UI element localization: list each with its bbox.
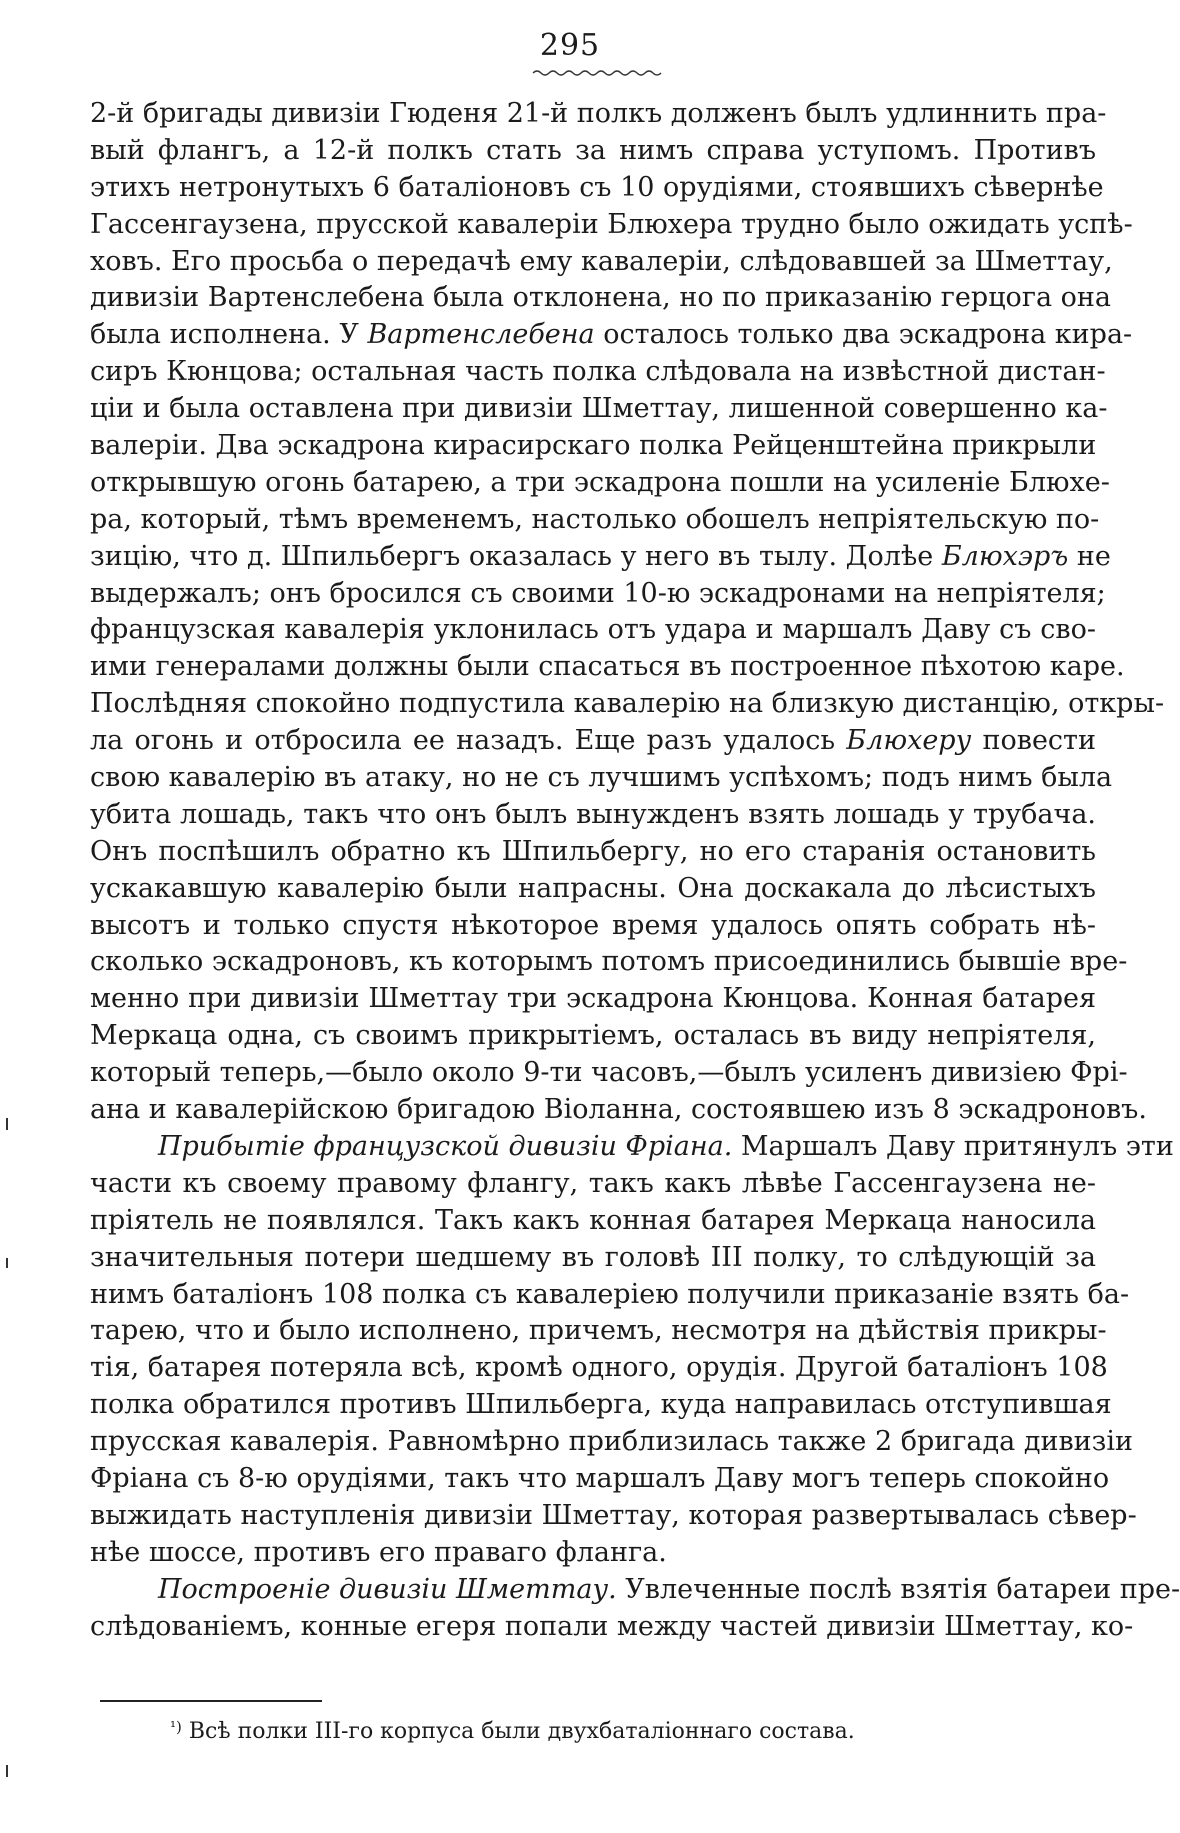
text-run: повести bbox=[971, 725, 1096, 757]
text-line bbox=[90, 1535, 1096, 1572]
text-run: слѣдованіемъ, конные егеря попали между частей дивизіи Шметтау, ко- bbox=[90, 1610, 1134, 1642]
footnote bbox=[170, 1712, 855, 1747]
text-run: ла огонь и отбросила ее назадъ. Еще разъ удалось bbox=[90, 725, 847, 757]
footnote-text: Всѣ полки III-го корпуса были двухбаталіоннаго состава. bbox=[181, 1719, 855, 1744]
text-line bbox=[90, 391, 1108, 428]
text-line bbox=[90, 908, 1096, 945]
text-run: 2-й бригады дивизіи Гюденя 21-й полкъ долженъ былъ удлиннить пра- bbox=[90, 98, 1107, 129]
text-line bbox=[90, 539, 1111, 576]
text-line bbox=[90, 1018, 1096, 1055]
text-run: убита лошадь, такъ что онъ былъ вынужденъ взять лошадь у трубача. bbox=[90, 798, 1096, 830]
text-line bbox=[90, 1240, 1096, 1277]
text-run: высотъ и только спустя нѣкоторое время удалось опять собрать нѣ- bbox=[90, 909, 1096, 941]
footnote-marker: ¹) bbox=[170, 1718, 182, 1736]
scan-edge-mark bbox=[6, 1258, 8, 1268]
text-line bbox=[90, 686, 1165, 723]
page-number-ornament bbox=[533, 68, 663, 78]
text-line bbox=[90, 723, 1096, 760]
text-run: тарею, что и было исполнено, причемъ, несмотря на дѣйствія прикры- bbox=[90, 1315, 1107, 1347]
text-line bbox=[90, 797, 1096, 834]
text-line bbox=[90, 354, 1106, 391]
text-line bbox=[90, 133, 1096, 170]
text-line bbox=[90, 1277, 1130, 1314]
text-run: менно при дивизіи Шметтау три эскадрона Кюнцова. Конная батарея bbox=[90, 983, 1096, 1015]
text-line bbox=[90, 1609, 1134, 1646]
text-line bbox=[90, 502, 1100, 539]
text-run: ціи и была оставлена при дивизіи Шметтау, лишенной совершенно ка- bbox=[90, 393, 1108, 425]
text-line bbox=[90, 1166, 1096, 1203]
scan-edge-mark bbox=[6, 1118, 8, 1130]
text-run: ра, который, тѣмъ временемъ, настолько обошелъ непріятельскую по- bbox=[90, 503, 1100, 535]
text-run: ана и кавалерійскою бригадою Віоланна, состоявшею изъ 8 эскадроновъ. bbox=[90, 1094, 1147, 1126]
italic-text: Прибытіе французской дивизіи Фріана. bbox=[158, 1130, 733, 1162]
text-line bbox=[90, 1387, 1112, 1424]
text-run: части къ своему правому флангу, такъ какъ лѣвѣе Гассенгаузена не- bbox=[90, 1167, 1096, 1199]
text-run: этихъ нетронутыхъ 6 баталіоновъ съ 10 орудіями, стоявшихъ сѣвернѣе bbox=[90, 171, 1104, 203]
text-run: Гассенгаузена, прусской кавалеріи Блюхера трудно было ожидать успѣ- bbox=[90, 208, 1133, 240]
text-line bbox=[90, 1092, 1147, 1129]
text-run: вый флангъ, а 12-й полкъ стать за нимъ справа уступомъ. Противъ bbox=[90, 134, 1096, 166]
text-run: осталось только два эскадрона кира- bbox=[594, 319, 1133, 351]
text-line bbox=[90, 944, 1128, 981]
text-run: свою кавалерію въ атаку, но не съ лучшимъ успѣхомъ; подъ нимъ была bbox=[90, 762, 1113, 794]
text-line bbox=[90, 1498, 1137, 1535]
text-run: сиръ Кюнцова; остальная часть полка слѣдовала на извѣстной дистан- bbox=[90, 356, 1106, 388]
text-line bbox=[90, 170, 1104, 207]
text-line bbox=[90, 1461, 1110, 1498]
text-line bbox=[90, 244, 1113, 281]
scan-edge-mark bbox=[6, 1765, 8, 1777]
text-line bbox=[90, 612, 1096, 649]
text-run: ховъ. Его просьба о передачѣ ему кавалеріи, слѣдовавшей за Шметтау, bbox=[90, 245, 1113, 277]
text-run: пріятель не появлялся. Такъ какъ конная батарея Меркаца наносила bbox=[90, 1204, 1096, 1236]
text-run: ими генералами должны были спасаться въ построенное пѣхотою каре. bbox=[90, 651, 1125, 683]
text-run: Онъ поспѣшилъ обратно къ Шпильбергу, но его старанія остановить bbox=[90, 835, 1096, 867]
text-run: который теперь,—было около 9-ти часовъ,—былъ усиленъ дивизіею Фрі- bbox=[90, 1057, 1128, 1089]
text-run: полка обратился противъ Шпильберга, куда направилась отступившая bbox=[90, 1389, 1112, 1421]
italic-text: Блюхэръ bbox=[941, 540, 1069, 572]
text-line bbox=[90, 317, 1133, 354]
text-run: тія, батарея потеряла всѣ, кромѣ одного, орудія. Другой баталіонъ 108 bbox=[90, 1352, 1108, 1384]
page-number: 295 bbox=[539, 28, 601, 63]
text-run: выдержалъ; онъ бросился съ своими 10-ю эскадронами на непріятеля; bbox=[90, 577, 1106, 609]
text-line bbox=[90, 1203, 1096, 1240]
text-run: открывшую огонь батарею, а три эскадрона пошли на усиленіе Блюхе- bbox=[90, 466, 1110, 498]
text-line bbox=[90, 465, 1110, 502]
text-run: Маршалъ Даву притянулъ эти bbox=[732, 1130, 1174, 1162]
italic-text: Блюхеру bbox=[846, 725, 972, 757]
text-line bbox=[90, 1313, 1107, 1350]
text-run: прусская кавалерія. Равномѣрно приблизилась также 2 бригада дивизіи bbox=[90, 1426, 1134, 1458]
text-run: сколько эскадроновъ, къ которымъ потомъ присоединились бывшіе вре- bbox=[90, 946, 1128, 978]
text-run: зицію, что д. Шпильбергъ оказалась у него въ тылу. Долѣе bbox=[90, 540, 942, 572]
text-line bbox=[90, 207, 1133, 244]
text-run: нѣе шоссе, противъ его праваго фланга. bbox=[90, 1536, 667, 1568]
text-run: дивизіи Вартенслебена была отклонена, но по приказанію герцога она bbox=[90, 282, 1111, 314]
text-run: не bbox=[1068, 540, 1111, 572]
body-text bbox=[90, 96, 1180, 1645]
text-line bbox=[90, 871, 1096, 908]
text-line bbox=[90, 1424, 1134, 1461]
text-run: французская кавалерія уклонилась отъ удара и маршалъ Даву съ сво- bbox=[90, 614, 1096, 646]
italic-text: Вартенслебена bbox=[367, 319, 595, 351]
text-line bbox=[90, 576, 1106, 613]
text-line bbox=[90, 1129, 1174, 1166]
text-run: ускакавшую кавалерію были напрасны. Она доскакала до лѣсистыхъ bbox=[90, 872, 1096, 904]
text-line bbox=[90, 1055, 1128, 1092]
text-run: валеріи. Два эскадрона кирасирскаго полка Рейценштейна прикрыли bbox=[90, 430, 1097, 462]
text-run: выжидать наступленія дивизіи Шметтау, которая развертывалась сѣвер- bbox=[90, 1499, 1137, 1531]
text-line bbox=[90, 981, 1096, 1018]
text-run: была исполнена. У bbox=[90, 319, 368, 351]
text-run: значительныя потери шедшему въ головѣ III полку, то слѣдующій за bbox=[90, 1241, 1096, 1273]
text-line bbox=[90, 649, 1125, 686]
text-line bbox=[90, 280, 1111, 317]
text-line bbox=[90, 760, 1113, 797]
text-run: Фріана съ 8-ю орудіями, такъ что маршалъ Даву могъ теперь спокойно bbox=[90, 1462, 1110, 1494]
text-run: Послѣдняя спокойно подпустила кавалерію на близкую дистанцію, откры- bbox=[90, 688, 1165, 720]
text-line bbox=[90, 834, 1096, 871]
footnote-divider bbox=[100, 1700, 322, 1702]
italic-text: Построеніе дивизіи Шметтау. bbox=[158, 1573, 617, 1605]
text-run: нимъ баталіонъ 108 полка съ кавалеріею получили приказаніе взять ба- bbox=[90, 1278, 1130, 1310]
text-line bbox=[90, 1572, 1180, 1609]
text-line bbox=[90, 428, 1096, 465]
text-line bbox=[90, 1350, 1108, 1387]
text-run: Меркаца одна, съ своимъ прикрытіемъ, осталась въ виду непріятеля, bbox=[90, 1020, 1096, 1052]
text-line bbox=[90, 96, 1107, 133]
text-run: Увлеченные послѣ взятія батареи пре- bbox=[616, 1573, 1180, 1605]
